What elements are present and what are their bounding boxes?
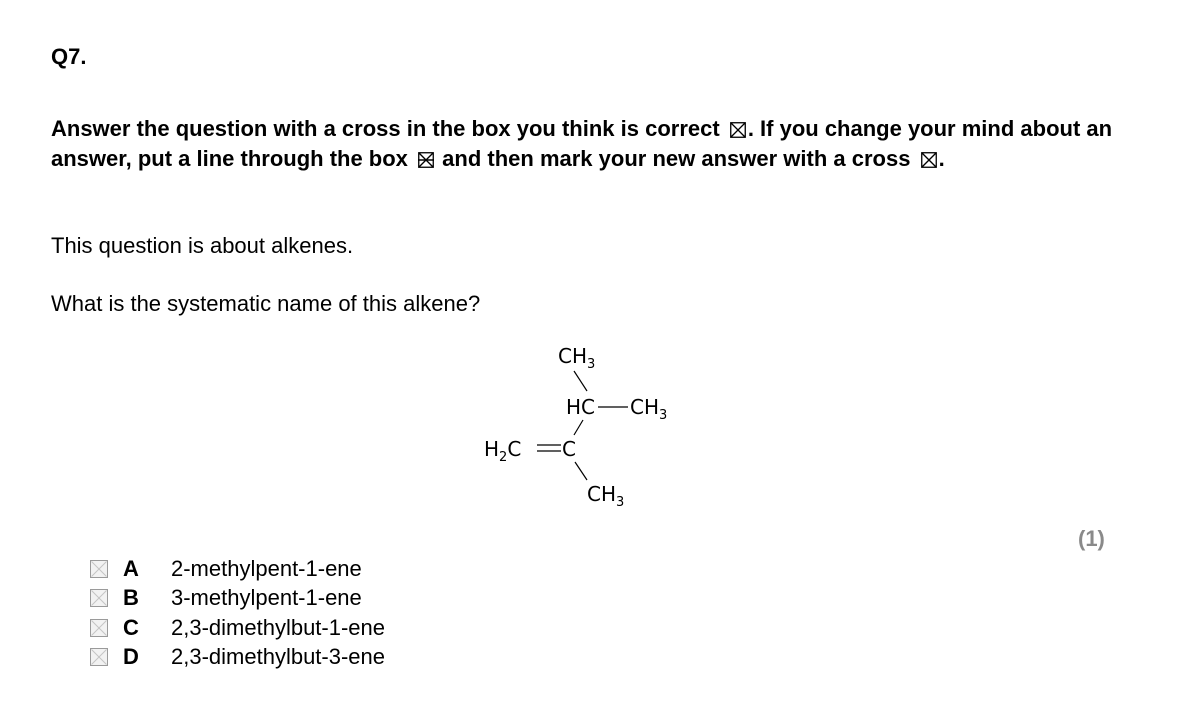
option-letter: C [123,614,139,640]
option-text: 3-methylpent-1-ene [171,585,362,611]
bond-bottom [575,462,587,480]
bond-top [574,371,587,391]
answer-box-icon[interactable] [90,560,108,578]
instructions-text-1: Answer the question with a cross in the box you think is correct [51,116,720,141]
answer-box-icon[interactable] [90,589,108,607]
instructions-end: . [938,146,945,171]
bottom-methyl-label: $CH_3$ [587,482,625,510]
option-b[interactable] [90,584,385,614]
left-group-label: $H_2C$ [484,437,522,465]
instructions-text-2: . If you change your mind about an answer, put a line through the box [51,116,1113,171]
answer-box-icon[interactable] [90,619,108,637]
instructions-text-3: and then mark your new answer with a cross [442,146,911,171]
top-methyl-label: $CH_3$ [558,344,596,372]
answer-options [90,554,385,672]
central-carbon-label: C [562,437,576,461]
struck-cross-box-icon [418,152,434,168]
instructions [51,114,1131,174]
option-letter: B [123,585,139,611]
option-c[interactable] [90,613,385,643]
right-methyl-label: $CH_3$ [630,395,668,423]
option-text: 2,3-dimethylbut-1-ene [171,614,386,640]
alkene-structure [470,338,730,518]
marks-label: (1) [1078,526,1105,551]
option-a[interactable] [90,554,385,584]
bond-middle [574,420,583,435]
option-d[interactable] [90,643,385,673]
cross-box-icon [730,122,746,138]
option-text: 2-methylpent-1-ene [171,555,362,581]
cross-box-icon [921,152,937,168]
ch-group-label: HC [566,395,596,419]
option-letter: A [123,555,139,581]
option-letter: D [123,644,139,670]
option-text: 2,3-dimethylbut-3-ene [171,644,386,670]
intro-text: This question is about alkenes. [51,233,354,258]
question-prompt: What is the systematic name of this alkene? [51,291,481,316]
question-number: Q7. [51,44,87,69]
answer-box-icon[interactable] [90,648,108,666]
